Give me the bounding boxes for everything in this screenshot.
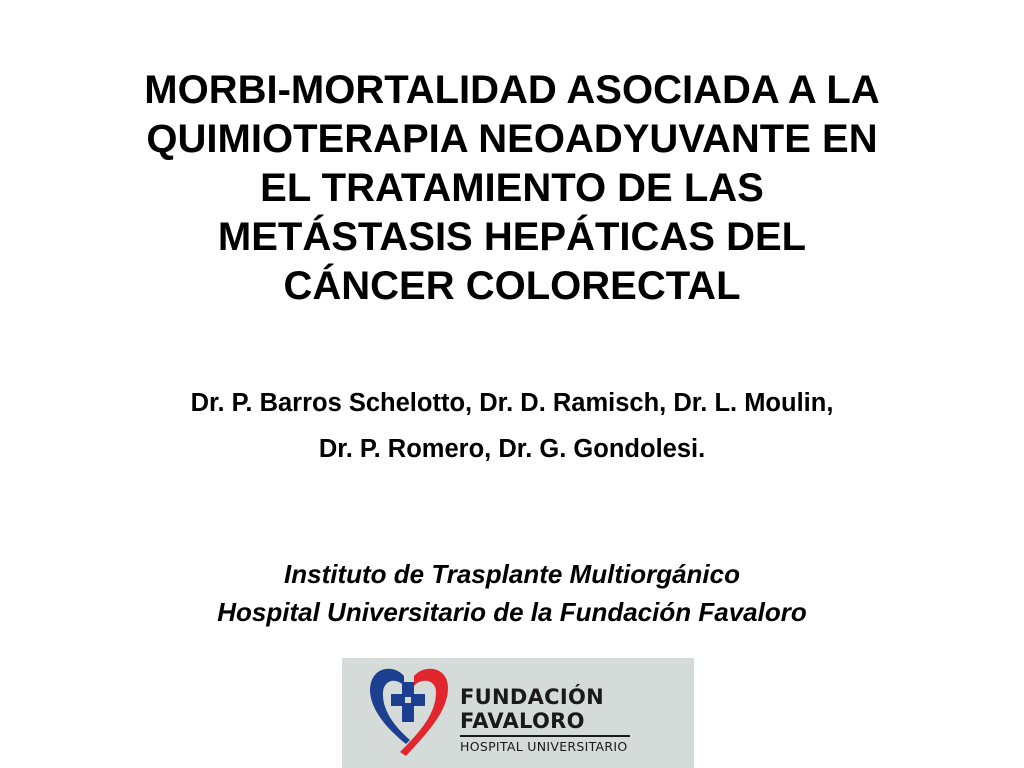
authors: [20, 380, 1004, 472]
authors-line-2: Dr. P. Romero, Dr. G. Gondolesi.: [318, 435, 706, 463]
logo-line-favaloro: FAVALORO: [460, 709, 585, 733]
institution-line-2: Hospital Universitario de la Fundación Favaloro: [217, 597, 807, 627]
slide-title: [40, 66, 984, 311]
heart-cross-icon: [364, 660, 454, 764]
institution-line-1: Instituto de Trasplante Multiorgánico: [284, 559, 740, 589]
title-line-5: CÁNCER COLORECTAL: [283, 264, 741, 308]
title-line-1: MORBI-MORTALIDAD ASOCIADA A LA: [144, 68, 880, 112]
cross-highlight: [405, 697, 411, 703]
institution: [20, 555, 1004, 631]
title-line-4: METÁSTASIS HEPÁTICAS DEL: [217, 215, 807, 259]
title-line-3: EL TRATAMIENTO DE LAS: [260, 166, 764, 210]
logo-wordmark: [460, 685, 680, 755]
logo-line-fundacion: FUNDACIÓN: [460, 685, 605, 709]
logo-divider: [460, 735, 630, 737]
logo-line-hospital: HOSPITAL UNIVERSITARIO: [460, 739, 628, 754]
authors-line-1: Dr. P. Barros Schelotto, Dr. D. Ramisch, Dr. L. Moulin,: [190, 389, 834, 417]
title-line-2: QUIMIOTERAPIA NEOADYUVANTE EN: [146, 117, 878, 161]
fundacion-favaloro-logo: [342, 658, 694, 768]
